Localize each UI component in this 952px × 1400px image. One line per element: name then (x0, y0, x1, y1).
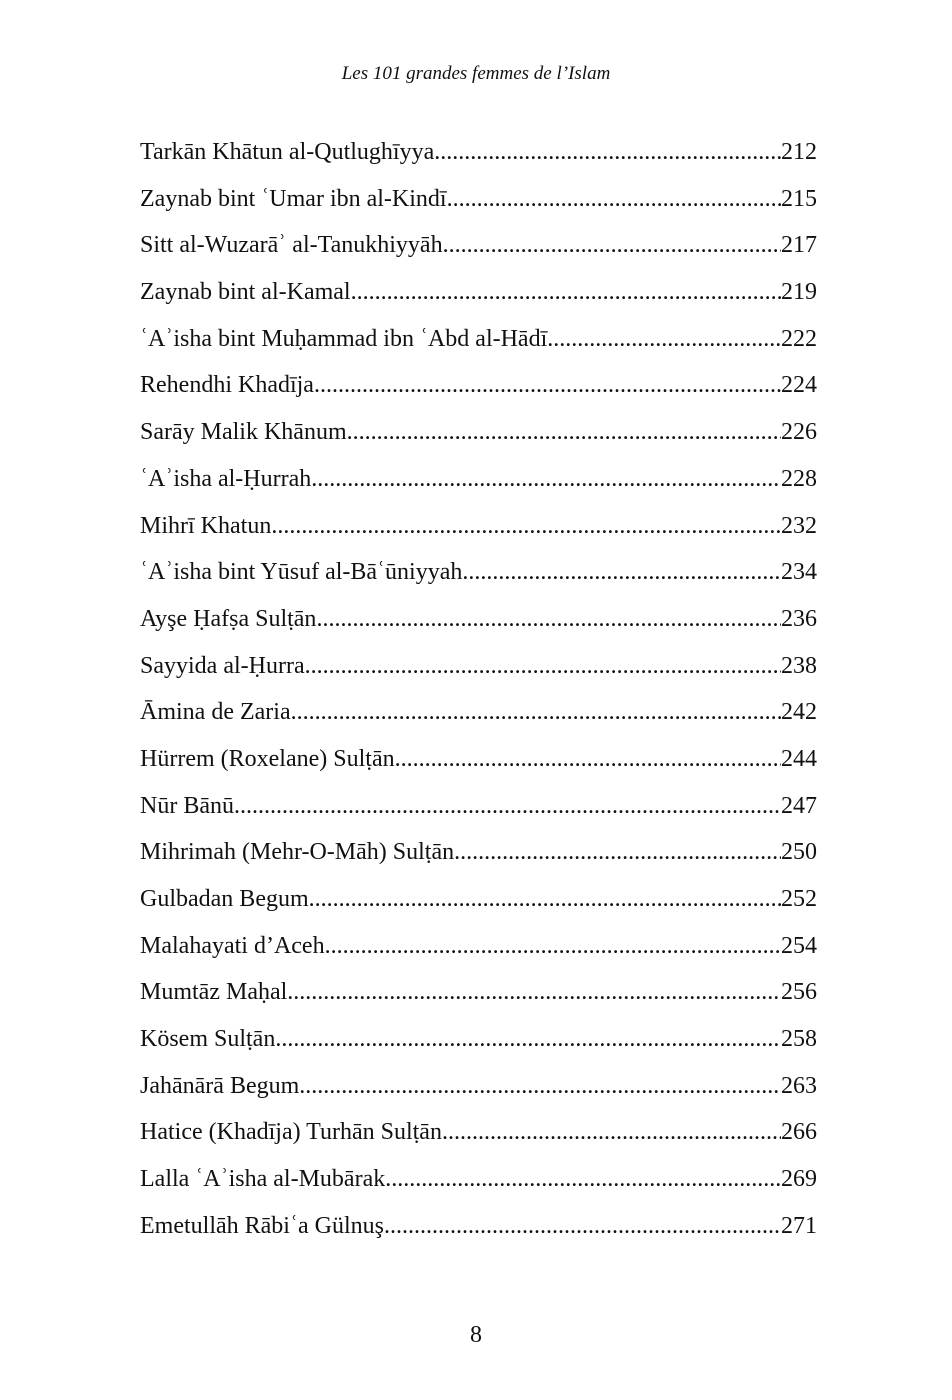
toc-entry-page: 234 (781, 559, 817, 586)
dot-leader (447, 181, 781, 217)
dot-leader (287, 974, 781, 1010)
toc-entry-title: Sarāy Malik Khānum (140, 419, 347, 446)
toc-entry-page: 252 (781, 886, 817, 912)
toc-entry (140, 508, 817, 555)
toc-entry-title: ʿAʾisha bint Yūsuf al-Bāʿūniyyah (140, 559, 463, 586)
toc-entry-title: Lalla ʿAʾisha al-Mubārak (140, 1166, 386, 1193)
toc-entry-title: Mihrī Khatun (140, 512, 272, 539)
toc-entry-page: 224 (781, 372, 817, 399)
toc-entry-title: ʿAʾisha bint Muḥammad ibn ʿAbd al-Hādī (140, 325, 548, 352)
toc-entry-page: 266 (781, 1119, 817, 1146)
dot-leader (299, 1068, 781, 1104)
dot-leader (385, 1161, 781, 1197)
toc-entry-page: 244 (781, 745, 817, 772)
toc-entry-title: Jahānārā Begum (140, 1072, 300, 1099)
dot-leader (314, 367, 781, 403)
dot-leader (434, 134, 781, 170)
toc-entry-page: 254 (781, 932, 817, 959)
toc-entry-page: 263 (781, 1072, 817, 1099)
toc-entry (140, 601, 817, 648)
dot-leader (462, 554, 781, 590)
toc-entry-page: 219 (781, 279, 817, 306)
toc-entry (140, 1021, 817, 1068)
dot-leader (351, 274, 781, 310)
toc-entry-title: Zaynab bint ʿUmar ibn al-Kindī (140, 185, 447, 212)
toc-entry-title: Gulbadan Begum (140, 886, 309, 912)
toc-entry-page: 256 (781, 979, 817, 1006)
toc-entry-title: Sitt al-Wuzarāʾ al-Tanukhiyyāh (140, 232, 443, 259)
dot-leader (443, 227, 781, 263)
toc-entry (140, 928, 817, 975)
dot-leader (309, 881, 781, 917)
toc-entry (140, 974, 817, 1021)
dot-leader (325, 928, 781, 964)
toc-entry (140, 227, 817, 274)
toc-entry-page: 238 (781, 652, 817, 679)
toc-entry-page: 258 (781, 1026, 817, 1053)
toc-entry-title: Ayşe Ḥafṣa Sulṭān (140, 605, 317, 632)
toc-entry (140, 881, 817, 928)
toc-entry (140, 834, 817, 881)
toc-entry-title: Nūr Bānū (140, 792, 234, 819)
toc-entry-page: 269 (781, 1166, 817, 1193)
dot-leader (275, 1021, 781, 1057)
toc-entry-title: Mihrimah (Mehr-O-Māh) Sulṭān (140, 839, 455, 866)
toc-entry-title: Āmina de Zaria (140, 699, 291, 726)
toc-entry-page: 217 (781, 232, 817, 259)
toc-entry (140, 554, 817, 601)
dot-leader (347, 414, 781, 450)
toc-entry-page: 232 (781, 512, 817, 539)
dot-leader (384, 1208, 781, 1244)
toc-entry (140, 134, 817, 181)
toc-entry-page: 250 (781, 839, 817, 866)
toc-entry-title: Kösem Sulṭān (140, 1026, 276, 1053)
toc-entry-page: 212 (781, 139, 817, 165)
toc-entry (140, 648, 817, 695)
toc-entry-page: 236 (781, 605, 817, 632)
toc-entry (140, 414, 817, 461)
dot-leader (271, 508, 781, 544)
toc-entry-title: ʿAʾisha al-Ḥurrah (140, 465, 312, 492)
toc-entry (140, 1208, 817, 1255)
toc-entry (140, 1068, 817, 1115)
dot-leader (454, 834, 781, 870)
toc-entry-page: 226 (781, 419, 817, 446)
running-header: Les 101 grandes femmes de l’Islam (341, 63, 611, 84)
dot-leader (291, 694, 781, 730)
toc-entry-title: Malahayati d’Aceh (140, 932, 325, 959)
toc-entry-page: 215 (781, 185, 817, 212)
toc-entry-title: Zaynab bint al-Kamal (140, 279, 351, 306)
toc-entry-title: Sayyida al-Ḥurra (140, 652, 305, 679)
toc-entry (140, 1114, 817, 1161)
dot-leader (234, 788, 781, 824)
toc-entry-page: 222 (781, 325, 817, 352)
dot-leader (311, 461, 781, 497)
toc-entry (140, 741, 817, 788)
dot-leader (316, 601, 781, 637)
toc-entry (140, 788, 817, 835)
toc-entry-page: 271 (781, 1212, 817, 1239)
table-of-contents (140, 134, 817, 1255)
toc-entry (140, 181, 817, 228)
toc-entry (140, 461, 817, 508)
toc-entry-title: Mumtāz Maḥal (140, 979, 288, 1006)
toc-entry-title: Tarkān Khātun al-Qutlughīyya (140, 139, 435, 165)
dot-leader (442, 1114, 781, 1150)
dot-leader (395, 741, 781, 777)
toc-entry-page: 247 (781, 792, 817, 819)
toc-entry (140, 321, 817, 368)
toc-entry (140, 367, 817, 414)
toc-entry-title: Emetullāh Rābiʿa Gülnuş (140, 1212, 384, 1239)
dot-leader (547, 321, 781, 357)
toc-entry (140, 274, 817, 321)
toc-entry (140, 694, 817, 741)
toc-entry (140, 1161, 817, 1208)
toc-entry-title: Hatice (Khadīja) Turhān Sulṭān (140, 1119, 442, 1146)
dot-leader (305, 648, 781, 684)
toc-entry-page: 228 (781, 465, 817, 492)
toc-entry-title: Hürrem (Roxelane) Sulṭān (140, 745, 395, 772)
page-number: 8 (470, 1322, 482, 1348)
toc-entry-page: 242 (781, 699, 817, 726)
toc-entry-title: Rehendhi Khadīja (140, 372, 314, 399)
